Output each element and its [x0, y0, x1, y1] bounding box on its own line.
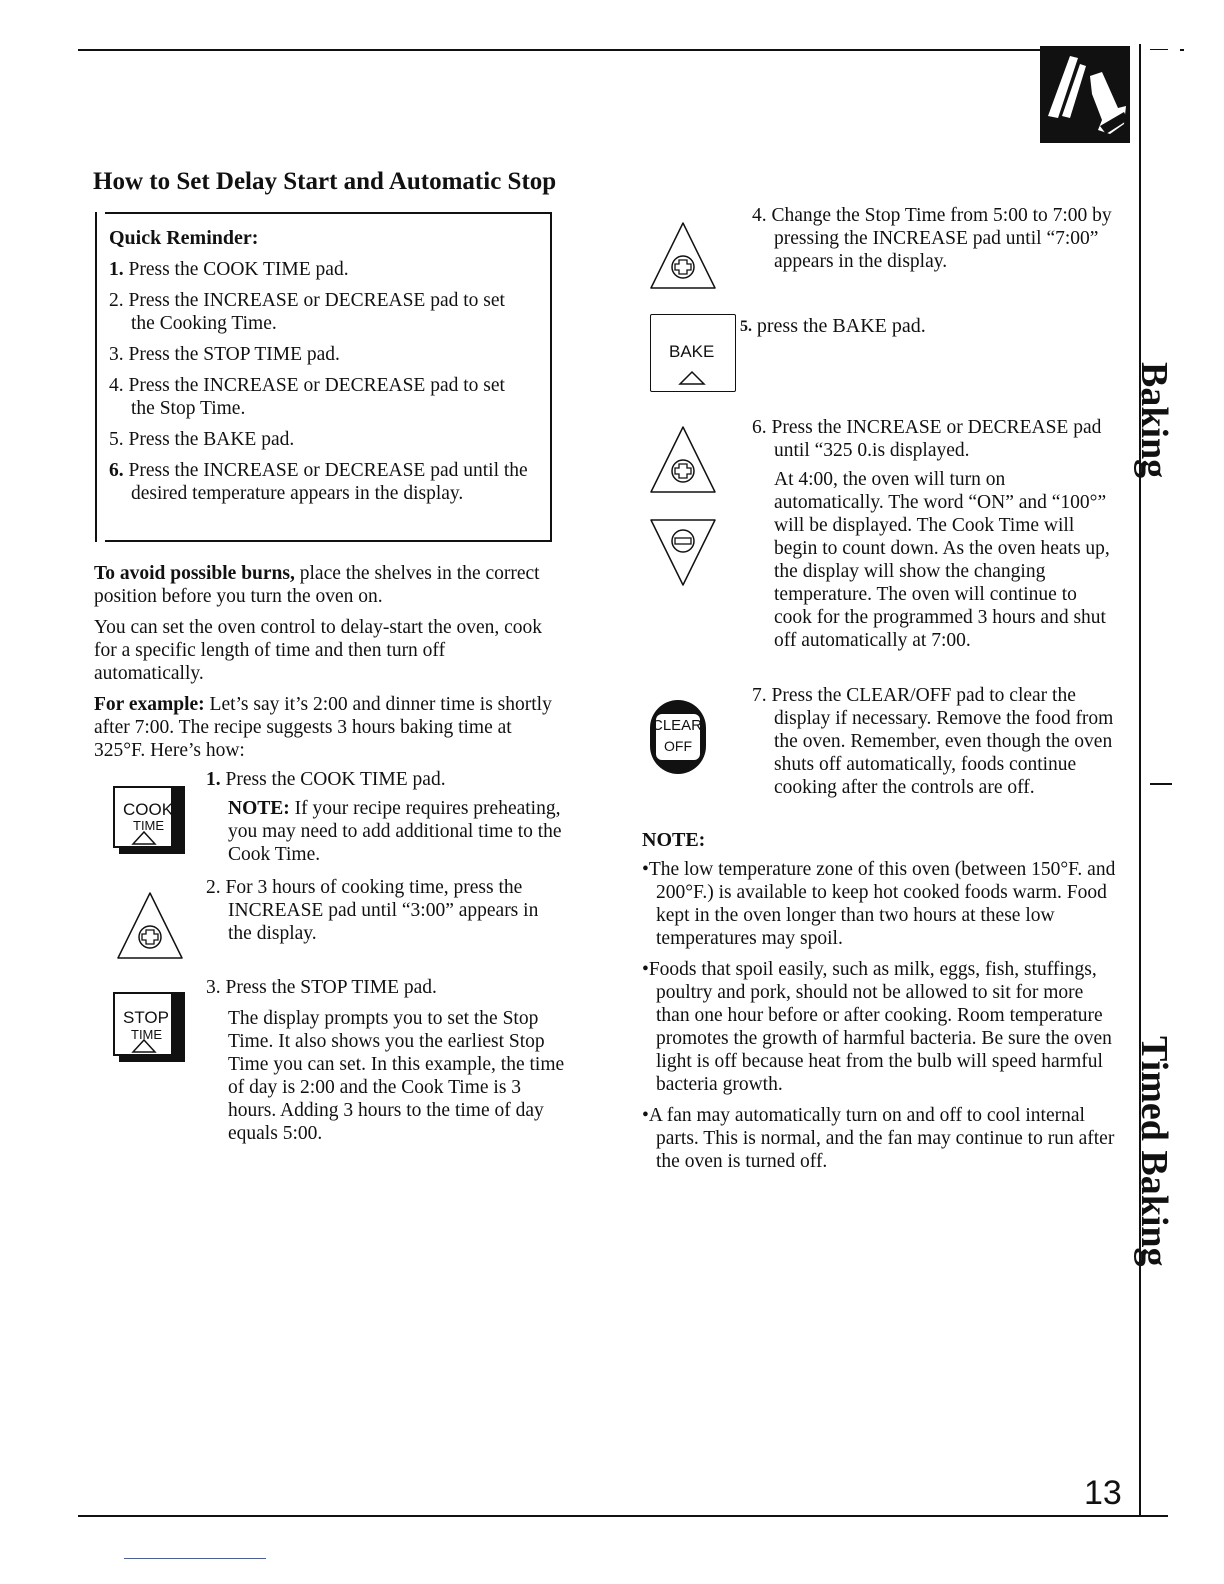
quick-reminder-heading: Quick Reminder: [109, 227, 259, 249]
side-tab-timed-baking: Timed Baking [1133, 1036, 1175, 1267]
hand-pressing-icon [1040, 46, 1130, 143]
stop-time-pad-icon [113, 992, 185, 1062]
increase-pad-icon [115, 890, 185, 967]
quick-reminder-box [95, 212, 551, 540]
bottom-rule [78, 1515, 1168, 1517]
note-section [642, 828, 1118, 1181]
cook-time-pad-icon [113, 786, 185, 854]
step-5: $^{5.}$ press the BAKE pad. [740, 315, 926, 337]
clear-pad-line1: CLEAR [652, 717, 703, 734]
list-item: •The low temperature zone of this oven (between 150°F. and 200°F.) is available to keep hot cooked foods warm. Food kept in the oven longer than two hours at these low temperatures may spoil. [642, 859, 1116, 949]
step-1: 1. Press the COOK TIME pad. NOTE: If your recipe requires preheating, you may need to add additional time to the Cook Time. [206, 769, 562, 865]
step-6: 6. Press the INCREASE or DECREASE pad until “325 0.is displayed. At 4:00, the oven will turn on automatically. The word “ON” and “100°” will be displayed. The Cook Time will begin to count down. As the oven heats up, the display will show the changing temperature. The oven will continue to cook for the programmed 3 hours and shut off automatically at 7:00. [752, 417, 1110, 651]
list-item: 5. Press the BAKE pad. [109, 429, 295, 450]
note-heading: NOTE: [642, 829, 706, 851]
delay-paragraph: You can set the oven control to delay-start the oven, cook for a specific length of time and then turn off automatically. [94, 617, 543, 684]
burns-paragraph: To avoid possible burns, place the shelves in the correct position before you turn the oven on. [94, 563, 540, 607]
section-title: How to Set Delay Start and Automatic Stop [93, 168, 557, 195]
page-number: 13 [1084, 1474, 1122, 1512]
list-item: 1. Press the COOK TIME pad. [109, 259, 349, 280]
bake-pad-icon [650, 314, 736, 392]
right-margin-rule [1139, 44, 1141, 1516]
clear-pad-line2: OFF [664, 738, 692, 754]
list-item: 4. Press the INCREASE or DECREASE pad to set the Stop Time. [109, 375, 505, 419]
stop-pad-line1: STOP [123, 1008, 169, 1027]
step-4: 4. Change the Stop Time from 5:00 to 7:00 by pressing the INCREASE pad until “7:00” appears in the display. [752, 205, 1112, 272]
decrease-pad-icon [648, 516, 718, 593]
step-7: 7. Press the CLEAR/OFF pad to clear the display if necessary. Remove the food from the oven. Remember, even though the oven shuts off automatically, foods continue cooking after the controls are off. [752, 685, 1114, 798]
bake-pad-label: BAKE [669, 342, 715, 361]
list-item: 3. Press the STOP TIME pad. [109, 344, 340, 365]
increase-pad-icon [648, 220, 718, 297]
step-3: 3. Press the STOP TIME pad. The display prompts you to set the Stop Time. It also shows you the earliest Stop Time you can set. In this example, the time of day is 2:00 and the Cook Time is 3 hours. Adding 3 hours to the time of day equals 5:00. [206, 977, 565, 1144]
clear-off-pad-icon [648, 700, 708, 776]
cook-pad-line2: TIME [133, 818, 165, 833]
increase-pad-icon [648, 424, 718, 501]
top-rule-dot [1180, 49, 1184, 51]
list-item: •Foods that spoil easily, such as milk, eggs, fish, stuffings, poultry and pork, should not be allowed to sit for more than one hour before or after cooking. Room temperature promotes the growth of harmful bacteria. Be sure the oven light is off because heat from the bulb will speed harmful bacteria growth. [642, 959, 1112, 1095]
top-rule [78, 49, 1040, 51]
bottom-link-underline [124, 1558, 266, 1559]
stop-pad-line2: TIME [131, 1027, 163, 1042]
list-item: •A fan may automatically turn on and off to cool internal parts. This is normal, and the fan may continue to run after the oven is turned off. [642, 1105, 1115, 1172]
step-2: 2. For 3 hours of cooking time, press the INCREASE pad until “3:00” appears in the display. [206, 877, 539, 944]
side-tab-baking: Baking [1133, 362, 1175, 479]
cook-pad-line1: COOK [123, 800, 174, 819]
list-item: 6. Press the INCREASE or DECREASE pad until the desired temperature appears in the display. [109, 460, 528, 504]
example-paragraph: For example: Let’s say it’s 2:00 and dinner time is shortly after 7:00. The recipe suggests 3 hours baking time at 325°F. Here’s how: [94, 694, 552, 761]
list-item: 2. Press the INCREASE or DECREASE pad to set the Cooking Time. [109, 290, 505, 334]
top-rule-stub [1150, 49, 1168, 50]
side-divider-mark [1150, 783, 1172, 785]
intro-text [94, 562, 556, 762]
